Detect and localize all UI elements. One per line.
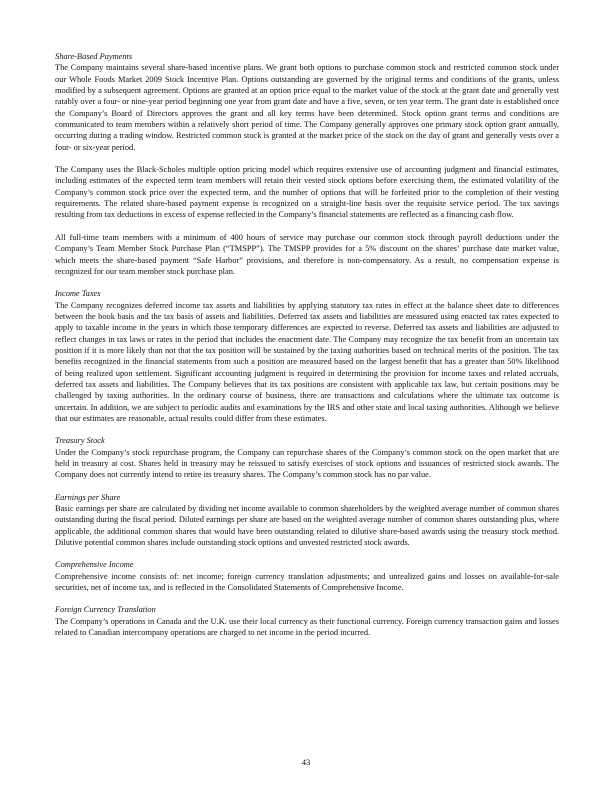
paragraph: The Company uses the Black-Scholes multiple option pricing model which requires extensive use of accounting judgment and financial estimates, including estimates of the expected term team members will retain their vested stock options before exercising them, the estimated volatility of the Company’s common stock price over the expected term, and the number of options that will be forfeited prior to the completion of their vesting requirements. The related share-based payment expense is recognized on a straight-line basis over the requisite service period. The tax savings resulting from tax deductions in excess of expense reflected in the Company’s financial statements are reflected as a financing cash flow. — [55, 165, 559, 220]
paragraph: The Company recognizes deferred income tax assets and liabilities by applying statutory tax rates in effect at the balance sheet date to differences between the book basis and the tax basis of assets and liabilities. Deferred tax assets and liabilities are measured using enacted tax rates expected to apply to taxable income in the years in which those temporary differences are expected to reverse. Deferred tax assets and liabilities are adjusted to reflect changes in tax laws or rates in the period that includes the enactment date. The Company may recognize the tax benefit from an uncertain tax position if it is more likely than not that the tax position will be sustained by the taxing authorities based on technical merits of the position. The tax benefits recognized in the financial statements from such a position are measured based on the largest benefit that has a greater than 50% likelihood of being realized upon settlement. Significant accounting judgment is required in determining the provision for income taxes and related accruals, deferred tax assets and liabilities. The Company believes that its tax positions are consistent with applicable tax law, but certain positions may be challenged by taxing authorities. In the ordinary course of business, there are transactions and calculations where the ultimate tax outcome is uncertain. In addition, we are subject to periodic audits and examinations by the IRS and other state and local taxing authorities. Although we believe that our estimates are reasonable, actual results could differ from these estimates. — [55, 300, 559, 423]
heading-comprehensive-income: Comprehensive Income — [55, 560, 134, 570]
heading-share-based-payments: Share-Based Payments — [55, 52, 133, 61]
heading-income-taxes: Income Taxes — [55, 289, 101, 299]
heading-earnings-per-share: Earnings per Share — [55, 492, 121, 502]
paragraph: The Company maintains several share-based incentive plans. We grant both options to purchase common stock and restricted common stock under our Whole Foods Market 2009 Stock Incentive Plan. Options outstanding are governed by the original terms and conditions of the grants, unless modified by a subsequent agreement. Options are granted at an option price equal to the market value of the stock at the grant date and generally vest ratably over a four- or nine-year period beginning one year from grant date and have a five, seven, or ten year term. The grant date is established once the Company’s Board of Directors approves the grant and all key terms have been determined. Stock option grant terms and conditions are communicated to team members within a relatively short period of time. The Company generally approves one primary stock option grant annually, occurring during a trading window. Restricted common stock is granted at the market price of the stock on the day of grant and generally vests over a four- or six-year period. — [55, 63, 559, 152]
paragraph: The Company’s operations in Canada and the U.K. use their local currency as their functional currency. Foreign currency transaction gains and losses related to Canadian intercompany operations are charged to net income in the period incurred. — [55, 616, 559, 638]
paragraph: Basic earnings per share are calculated by dividing net income available to common shareholders by the weighted average number of common shares outstanding during the fiscal period. Diluted earnings per share are based on the weighted average number of common shares outstanding plus, where applicable, the additional common shares that would have been outstanding related to dilutive share-based awards using the treasury stock method. Dilutive potential common shares include outstanding stock options and unvested restricted stock awards. — [55, 504, 559, 548]
paragraph: Under the Company’s stock repurchase program, the Company can repurchase shares of the Company’s common stock on the open market that are held in treasury at cost. Shares held in treasury may be reissued to satisfy exercises of stock options and issuances of restricted stock awards. The Company does not currently intend to retire its treasury shares. The Company’s common stock has no par value. — [55, 447, 559, 480]
paragraph: Comprehensive income consists of: net income; foreign currency translation adjustments; and unrealized gains and losses on available-for-sale securities, net of income tax, and is reflected in the Consolidated Statements of Comprehensive Income. — [55, 571, 559, 593]
heading-treasury-stock: Treasury Stock — [55, 436, 105, 446]
heading-foreign-currency-translation: Foreign Currency Translation — [55, 605, 156, 615]
page-number: 43 — [301, 757, 311, 767]
paragraph: All full-time team members with a minimum of 400 hours of service may purchase our common stock through payroll deductions under the Company’s Team Member Stock Purchase Plan (“TMSPP”). The TMSPP provides for a 5% discount on the shares’ purchase date market value, which meets the share-based payment “Safe Harbor” provisions, and therefore is non-compensatory. As a result, no compensation expense is recognized for our team member stock purchase plan. — [55, 232, 559, 276]
